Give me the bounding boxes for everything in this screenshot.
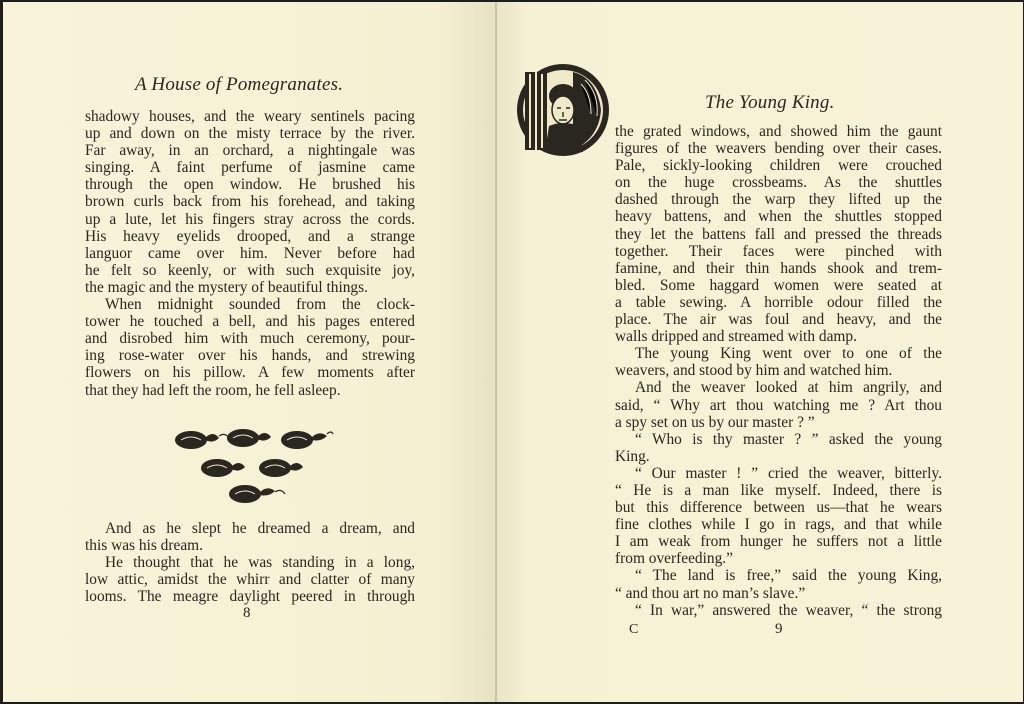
right-page — [497, 2, 1023, 702]
text-line: the magic and the mystery of beautiful things. — [85, 278, 368, 296]
text-line: ing rose-water over his hands, and strewing — [85, 347, 415, 365]
text-line: up a lute, let his fingers stray across the cords. — [85, 210, 415, 228]
text-line: through the open window. He brushed his — [85, 176, 415, 194]
text-line: King. — [615, 447, 650, 465]
text-line: The young King went over to one of the — [635, 345, 942, 363]
paragraph — [615, 465, 942, 568]
text-line: “ Our master ! ” cried the weaver, bitterly. — [635, 464, 942, 482]
text-line: fine clothes while I go in rags, and that while — [615, 516, 942, 534]
paragraph — [615, 345, 942, 379]
page-number: 9 — [775, 621, 783, 637]
text-line: When midnight sounded from the clock- — [105, 296, 415, 314]
text-line: a spy set on us by our master ? ” — [615, 413, 815, 431]
left-page — [3, 2, 495, 702]
text-line: this was his dream. — [85, 537, 203, 555]
text-line: but this difference between us—that he wears — [615, 499, 942, 517]
text-line: famine, and their thin hands shook and trem- — [615, 259, 942, 277]
paragraph — [615, 567, 942, 601]
text-line: weavers, and stood by him and watched him. — [615, 362, 893, 380]
text-line: “ He is a man like myself. Indeed, there is — [615, 481, 942, 499]
text-line: His heavy eyelids drooped, and a strange — [85, 227, 415, 245]
text-line: “ and thou art no man’s slave.” — [615, 584, 806, 602]
text-line: “ Who is thy master ? ” asked the young — [635, 430, 942, 448]
text-line: tower he touched a bell, and his pages entered — [85, 313, 415, 331]
page-number: 8 — [243, 605, 251, 621]
text-line: He thought that he was standing in a long, — [105, 554, 415, 572]
text-line: that they had left the room, he fell asleep. — [85, 381, 341, 399]
text-line: on the huge crossbeams. As the shuttles — [615, 174, 942, 192]
paragraph — [615, 602, 942, 619]
text-line: the grated windows, and showed him the gaunt — [615, 123, 942, 140]
text-line: and disrobed him with much ceremony, pour- — [85, 330, 415, 348]
text-line: “ The land is free,” said the young King, — [635, 567, 942, 585]
running-head-right: The Young King. — [705, 92, 835, 113]
text-line: he felt so keenly, or with such exquisite joy, — [85, 261, 415, 279]
paragraph — [615, 431, 942, 465]
text-line: low attic, amidst the whirr and clatter of many — [85, 571, 415, 589]
text-line: bled. Some haggard women were seated at — [615, 276, 942, 294]
text-line: dashed through the warp they lifted up the — [615, 191, 942, 209]
text-line: walls dripped and streamed with damp. — [615, 328, 857, 346]
running-head-left: A House of Pomegranates. — [135, 74, 344, 95]
text-line: looms. The meagre daylight peered in through — [85, 588, 415, 606]
text-line: place. The air was foul and heavy, and the — [615, 311, 942, 329]
text-line: And the weaver looked at him angrily, and — [635, 379, 942, 397]
text-line: said, “ Why art thou watching me ? Art thou — [615, 396, 942, 414]
text-line: brown curls back from his forehead, and taking — [85, 193, 415, 211]
text-line: heavy battens, and when the shuttles stopped — [615, 208, 942, 226]
paragraph — [85, 554, 415, 605]
paragraph — [85, 108, 415, 296]
paragraph — [615, 379, 942, 430]
text-line: languor came over him. Never before had — [85, 244, 415, 262]
signature-mark: C — [629, 622, 639, 637]
text-line: up and down on the misty terrace by the river. — [85, 125, 415, 143]
paragraph — [85, 520, 415, 554]
text-line: figures of the weavers bending over their cases. — [615, 140, 942, 158]
text-line: from overfeeding.” — [615, 550, 733, 568]
text-line: together. Their faces were pinched with — [615, 242, 942, 260]
portrait-roundel-icon — [513, 62, 613, 163]
text-line: shadowy houses, and the weary sentinels pacing — [85, 108, 415, 125]
paragraph — [85, 296, 415, 399]
text-line: I am weak from hunger he suffers not a little — [615, 533, 942, 551]
text-line: Far away, in an orchard, a nightingale was — [85, 142, 415, 160]
left-text-lower — [85, 520, 415, 605]
text-line: And as he slept he dreamed a dream, and — [105, 520, 415, 537]
text-line: a table sewing. A horrible odour filled the — [615, 293, 942, 311]
pomegranate-ornament-icon — [169, 426, 339, 517]
text-line: “ In war,” answered the weaver, “ the strong — [635, 601, 942, 619]
right-text — [615, 123, 942, 619]
text-line: they let the battens fall and pressed the threads — [615, 225, 942, 243]
text-line: singing. A faint perfume of jasmine came — [85, 159, 415, 177]
text-line: Pale, sickly-looking children were crouched — [615, 157, 942, 175]
paragraph — [615, 123, 942, 345]
left-text — [85, 108, 415, 399]
text-line: flowers on his pillow. A few moments after — [85, 364, 415, 382]
